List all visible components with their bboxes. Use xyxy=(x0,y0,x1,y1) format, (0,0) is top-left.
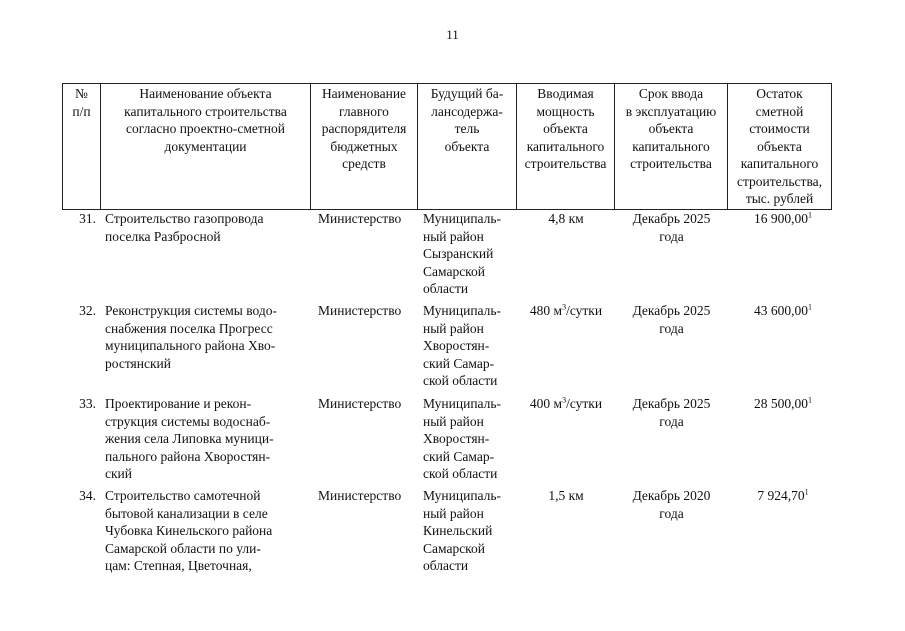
header-cell-capacity: Вводимая мощность объекта капитального строительства xyxy=(517,84,615,210)
capacity-value: 480 м xyxy=(529,303,563,318)
object-name: Строительство самотечной бытовой канализации в селе Чубовка Кинельского района Самарской области по ули- цам: Степная, Цветочная, xyxy=(105,488,273,573)
table-row xyxy=(62,210,842,302)
capacity-unit-suffix: /сутки xyxy=(566,303,603,318)
footnote-marker: 1 xyxy=(808,395,812,405)
budget-manager: Министерство xyxy=(318,396,402,411)
budget-manager: Министерство xyxy=(318,303,402,318)
row-number: 32. xyxy=(79,303,96,318)
capacity-unit-superscript: 3 xyxy=(562,395,567,405)
header-row xyxy=(63,84,832,210)
remaining-cost xyxy=(728,210,832,302)
remaining-cost-value: 16 900,00 xyxy=(754,211,808,226)
capacity xyxy=(517,302,615,395)
capacity-unit-suffix: /сутки xyxy=(566,396,603,411)
row-number: 34. xyxy=(79,488,96,503)
header-cell-commissioning-date: Срок ввода в эксплуатацию объекта капитального строительства xyxy=(615,84,728,210)
future-holder: Муниципаль- ный район Сызранский Самарской области xyxy=(423,211,502,296)
capacity-value: 1,5 км xyxy=(548,488,584,503)
remaining-cost xyxy=(728,395,832,487)
budget-manager: Министерство xyxy=(318,211,402,226)
capacity-unit-superscript: 3 xyxy=(562,302,567,312)
commissioning-date: Декабрь 2020 года xyxy=(632,488,711,521)
capacity xyxy=(517,210,615,302)
capacity xyxy=(517,395,615,487)
commissioning-date: Декабрь 2025 года xyxy=(632,211,711,244)
commissioning-date: Декабрь 2025 года xyxy=(632,396,711,429)
table-header xyxy=(62,83,832,210)
table-row xyxy=(62,487,842,579)
future-holder: Муниципаль- ный район Хворостян- ский Самар- ской области xyxy=(423,303,502,388)
page-number: 11 xyxy=(446,27,459,42)
remaining-cost-value: 43 600,00 xyxy=(754,303,808,318)
header-cell-future-holder: Будущий ба- лансодержа- тель объекта xyxy=(418,84,517,210)
capacity-value: 400 м xyxy=(529,396,563,411)
row-number: 31. xyxy=(79,211,96,226)
table-row xyxy=(62,395,842,487)
header-cell-number: № п/п xyxy=(63,84,101,210)
table-row xyxy=(62,302,842,395)
footnote-marker: 1 xyxy=(808,302,812,312)
object-name: Реконструкция системы водо- снабжения поселка Прогресс муниципального района Хво- ростянский xyxy=(105,303,277,371)
footnote-marker: 1 xyxy=(808,210,812,220)
header-cell-budget-manager: Наименование главного распорядителя бюджетных средств xyxy=(311,84,418,210)
capacity-value: 4,8 км xyxy=(548,211,584,226)
budget-manager: Министерство xyxy=(318,488,402,503)
remaining-cost xyxy=(728,487,832,579)
header-cell-object-name: Наименование объекта капитального строительства согласно проектно-сметной документации xyxy=(101,84,311,210)
commissioning-date: Декабрь 2025 года xyxy=(632,303,711,336)
remaining-cost-value: 28 500,00 xyxy=(754,396,808,411)
table-body xyxy=(62,210,842,579)
footnote-marker: 1 xyxy=(804,487,809,497)
object-name: Строительство газопровода поселка Разбросной xyxy=(105,211,264,244)
header-cell-remaining-cost: Остаток сметной стоимости объекта капитального строительства, тыс. рублей xyxy=(728,84,832,210)
future-holder: Муниципаль- ный район Кинельский Самарской области xyxy=(423,488,502,573)
remaining-cost-value: 7 924,70 xyxy=(757,488,805,503)
future-holder: Муниципаль- ный район Хворостян- ский Самар- ской области xyxy=(423,396,502,481)
row-number: 33. xyxy=(79,396,96,411)
capacity xyxy=(517,487,615,579)
object-name: Проектирование и рекон- струкция системы водоснаб- жения села Липовка муници- пального района Хворостян- ский xyxy=(105,396,274,481)
remaining-cost xyxy=(728,302,832,395)
